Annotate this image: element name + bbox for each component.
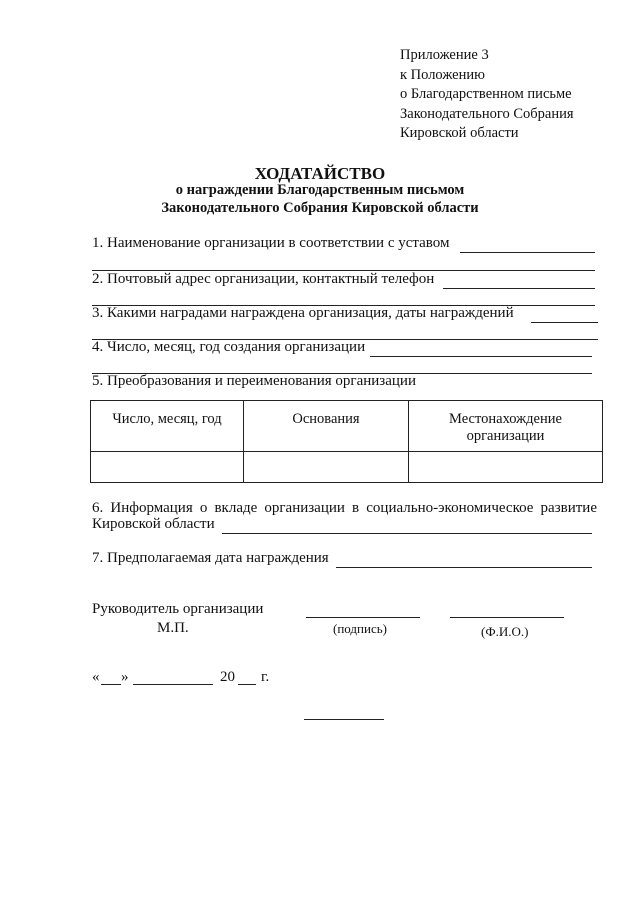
signature-line[interactable]	[306, 617, 420, 618]
table-header-basis: Основания	[244, 401, 409, 452]
appendix-line: Кировской области	[400, 125, 519, 141]
table-cell[interactable]	[409, 452, 603, 483]
document-title: ХОДАТАЙСТВО	[254, 164, 386, 183]
appendix-line: о Благодарственном письме	[400, 86, 572, 102]
table-cell[interactable]	[91, 452, 244, 483]
document-subtitle: о награждении Благодарственным письмом	[175, 182, 465, 198]
date-close-quote: »	[121, 669, 129, 685]
table-cell[interactable]	[244, 452, 409, 483]
date-century: 20	[220, 669, 235, 685]
stamp-label: М.П.	[157, 620, 189, 636]
date-day-line[interactable]	[101, 684, 121, 685]
appendix-line: Приложение 3	[400, 47, 489, 63]
full-name-line[interactable]	[450, 617, 564, 618]
field-label-transformations: 5. Преобразования и переименования организации	[92, 373, 416, 389]
signature-caption: (подпись)	[333, 621, 387, 636]
table-header-date: Число, месяц, год	[91, 401, 244, 452]
date-month-line[interactable]	[133, 684, 213, 685]
document-subtitle: Законодательного Собрания Кировской области	[161, 200, 479, 216]
signature-role-label: Руководитель организации	[92, 601, 264, 617]
field-line-awards[interactable]	[531, 322, 598, 323]
field-line-founding-date[interactable]	[370, 356, 592, 357]
appendix-line: Законодательного Собрания	[400, 105, 574, 122]
field-label-contribution: 6. Информация о вкладе организации в социально-экономическое развитие	[92, 500, 597, 516]
date-year-suffix: г.	[261, 669, 270, 685]
field-label-postal-address: 2. Почтовый адрес организации, контактный телефон	[92, 271, 435, 287]
appendix-note	[400, 46, 574, 144]
table-header-row	[91, 401, 603, 452]
appendix-line: к Положению	[400, 66, 485, 83]
closing-divider	[304, 719, 384, 720]
date-open-quote: «	[92, 669, 100, 685]
date-year-line[interactable]	[238, 684, 256, 685]
field-line-organization-name[interactable]	[460, 252, 595, 253]
field-label-awards: 3. Какими наградами награждена организация, даты награждений	[92, 305, 514, 321]
field-label-founding-date: 4. Число, месяц, год создания организации	[92, 339, 366, 355]
table-header-location: Местонахождение организации	[409, 401, 603, 452]
field-line-award-date[interactable]	[336, 567, 592, 568]
table-row	[91, 452, 603, 483]
transformations-table	[90, 400, 603, 483]
full-name-caption: (Ф.И.О.)	[481, 624, 529, 639]
field-line-contribution[interactable]	[222, 533, 592, 534]
field-line-postal-address[interactable]	[443, 288, 595, 289]
field-label-award-date: 7. Предполагаемая дата награждения	[92, 550, 329, 566]
field-label-organization-name: 1. Наименование организации в соответствии с уставом	[92, 235, 450, 251]
field-label-contribution-cont: Кировской области	[92, 516, 215, 532]
